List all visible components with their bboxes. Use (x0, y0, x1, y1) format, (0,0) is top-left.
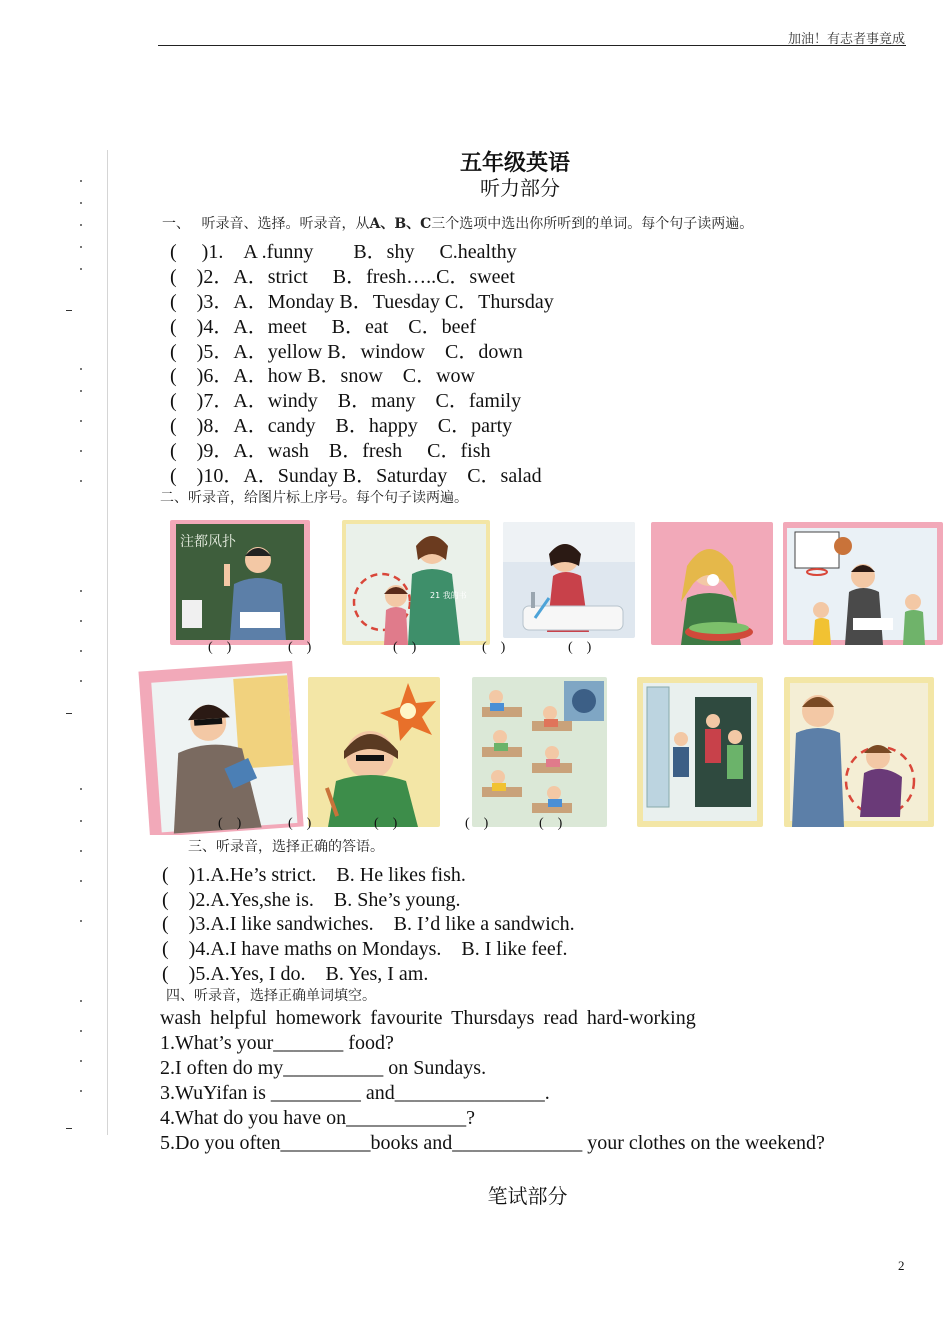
picture-answer-box: ( ) (288, 816, 312, 831)
section1-item: ( )5．A．yellow B．window C．down (170, 341, 523, 363)
written-section-title: 笔试部分 (487, 1184, 568, 1208)
section2-instruction: 二、听录音，给图片标上序号。每个句子读两遍。 (160, 490, 468, 506)
section1-item: ( )4．A．meet B．eat C．beef (170, 316, 477, 338)
picture-teacher-boy-bow (784, 677, 934, 827)
picture-answer-box: ( ) (288, 640, 312, 655)
binding-mark (66, 310, 72, 311)
picture-answer-box: ( ) (568, 640, 592, 655)
picture-girl-eating (651, 522, 773, 645)
section4-item: 4.What do you have on____________? (160, 1107, 475, 1129)
section3-item: ( )1.A.He’s strict. B. He likes fish. (162, 864, 466, 886)
binding-mark (66, 1128, 72, 1129)
picture-answer-box: ( ) (208, 640, 232, 655)
header-rule (158, 45, 906, 46)
binding-margin-line (107, 150, 108, 1135)
word-bank: wash helpful homework favourite Thursdays read hard-working (160, 1007, 696, 1029)
section1-item: ( )6．A．how B．snow C．wow (170, 365, 475, 387)
picture-classroom (472, 677, 607, 827)
section4-item: 5.Do you often_________books and_____________ your clothes on the weekend? (160, 1132, 825, 1154)
picture-answer-box: ( ) (465, 816, 489, 831)
page-number: 2 (898, 1258, 905, 1273)
section3-item: ( )5.A.Yes, I do. B. Yes, I am. (162, 963, 429, 985)
picture-window-cleaning (637, 677, 763, 827)
picture-teacher-blackboard (170, 520, 310, 645)
section1-item: ( )8．A．candy B．happy C．party (170, 415, 513, 437)
header-motto: 加油！有志者事竟成 (787, 32, 905, 47)
binding-dots (72, 180, 92, 1130)
listening-section-title: 听力部分 (480, 176, 560, 200)
section3-item: ( )3.A.I like sandwiches. B. I’d like a sandwich. (162, 913, 575, 935)
picture-answer-box: ( ) (539, 816, 563, 831)
picture-boy-idea (308, 677, 440, 827)
section4-instruction: 四、听录音，选择正确单词填空。 (166, 988, 376, 1004)
section1-item: ( )3．A．Monday B．Tuesday C．Thursday (170, 291, 554, 313)
section1-item: ( )7．A．windy B．many C．family (170, 390, 522, 412)
section4-item: 2.I often do my__________ on Sundays. (160, 1057, 487, 1079)
section3-item: ( )4.A.I have maths on Mondays. B. I like feef. (162, 938, 568, 960)
picture-basketball (783, 522, 943, 645)
book-label: 21 我的书 (430, 591, 467, 600)
section4-item: 3.WuYifan is _________ and_______________. (160, 1082, 550, 1104)
section1-item: ( )10．A．Sunday B．Saturday C．salad (170, 465, 542, 487)
blackboard-text: 注都风扑 (180, 534, 236, 550)
section1-instruction: 一、 听录音、选择。听录音，从A、B、C三个选项中选出你所听到的单词。每个句子读两遍。 (162, 216, 754, 232)
picture-answer-box: ( ) (393, 640, 417, 655)
picture-mother-girl (342, 520, 490, 645)
picture-answer-box: ( ) (482, 640, 506, 655)
picture-answer-box: ( ) (374, 816, 398, 831)
picture-answer-box: ( ) (218, 816, 242, 831)
picture-boy-reading (138, 660, 304, 835)
section1-item: ( )9．A．wash B．fresh C．fish (170, 440, 491, 462)
section4-item: 1.What’s your_______ food? (160, 1032, 394, 1054)
binding-mark (66, 713, 72, 714)
section3-instruction: 三、听录音，选择正确的答语。 (188, 839, 384, 855)
section3-item: ( )2.A.Yes,she is. B. She’s young. (162, 889, 461, 911)
section1-item: ( )2．A．strict B．fresh…..C．sweet (170, 266, 515, 288)
section1-item: ( )1. A .funny B．shy C.healthy (170, 241, 517, 263)
picture-washing-hands (503, 522, 635, 638)
page-title: 五年级英语 (459, 150, 570, 176)
